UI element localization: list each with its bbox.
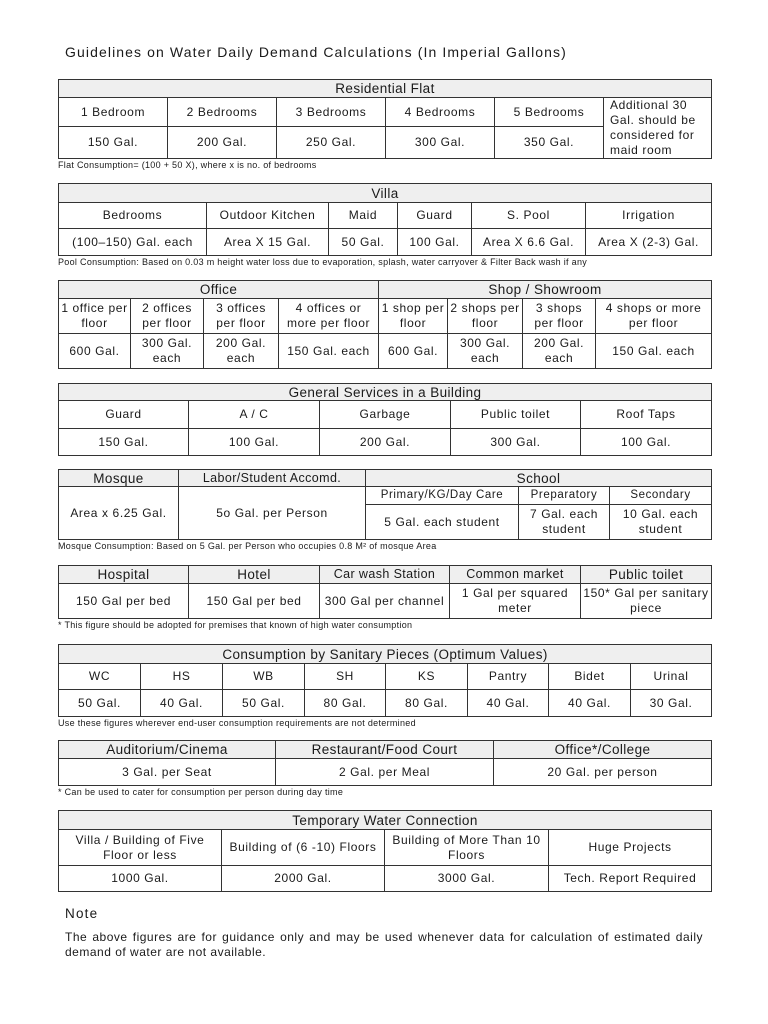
value-cell: 600 Gal. (379, 334, 448, 369)
temporary-connection-table (58, 810, 712, 892)
page-title: Guidelines on Water Daily Demand Calculations (In Imperial Gallons) (65, 44, 567, 60)
value-cell: 350 Gal. (495, 127, 604, 159)
mosque-value: Area x 6.25 Gal. (59, 487, 179, 540)
villa-header: Villa (59, 184, 712, 203)
label-cell: Bedrooms (59, 203, 207, 229)
value-cell: 1 Gal per squared meter (450, 584, 581, 619)
value-cell: Area X (2-3) Gal. (586, 229, 712, 256)
value-cell: 7 Gal. each student (519, 505, 610, 540)
value-cell: 100 Gal. (398, 229, 472, 256)
villa-note: Pool Consumption: Based on 0.03 m height water loss due to evaporation, splash, water carryover & Filter Back wash if any (58, 257, 588, 267)
label-cell: 5 Bedrooms (495, 98, 604, 127)
hospital-section (58, 565, 711, 631)
value-cell: Area X 15 Gal. (207, 229, 329, 256)
value-cell: 150 Gal per bed (59, 584, 189, 619)
restaurant-header: Restaurant/Food Court (276, 741, 494, 759)
mosque-header: Mosque (59, 470, 179, 487)
value-cell: 200 Gal. (168, 127, 277, 159)
value-cell: 150 Gal. (59, 429, 189, 456)
label-cell: 2 shops per floor (448, 299, 523, 334)
label-cell: 3 offices per floor (204, 299, 279, 334)
school-header: School (366, 470, 712, 487)
value-cell: 40 Gal. (468, 690, 549, 717)
mosque-school-section (58, 469, 711, 552)
hospital-note: * This figure should be adopted for premises that known of high water consumption (58, 620, 413, 630)
value-cell: 150 Gal. (59, 127, 168, 159)
common-market-header: Common market (450, 566, 581, 584)
sanitary-section (58, 644, 711, 729)
value-cell: 50 Gal. (59, 690, 141, 717)
auditorium-note: * Can be used to cater for consumption per person during day time (58, 787, 344, 797)
label-cell: 4 shops or more per floor (596, 299, 712, 334)
value-cell: 3000 Gal. (385, 866, 549, 892)
mosque-note: Mosque Consumption: Based on 5 Gal. per Person who occupies 0.8 M² of mosque Area (58, 541, 437, 551)
office-header: Office (59, 281, 379, 299)
label-cell: Guard (59, 401, 189, 429)
auditorium-table (58, 740, 712, 786)
auditorium-section (58, 740, 711, 798)
note-heading: Note (65, 906, 99, 921)
label-cell: Building of (6 -10) Floors (222, 830, 385, 866)
value-cell: 100 Gal. (581, 429, 712, 456)
general-services-table (58, 383, 712, 456)
labor-header: Labor/Student Accomd. (179, 470, 366, 487)
value-cell: 5 Gal. each student (366, 505, 519, 540)
value-cell: 250 Gal. (277, 127, 386, 159)
villa-table (58, 183, 712, 256)
value-cell: 200 Gal. each (204, 334, 279, 369)
value-cell: 3 Gal. per Seat (59, 759, 276, 786)
value-cell: 150 Gal. each (596, 334, 712, 369)
label-cell: Building of More Than 10 Floors (385, 830, 549, 866)
value-cell: 50 Gal. (223, 690, 305, 717)
value-cell: Tech. Report Required (549, 866, 712, 892)
label-cell: 1 shop per floor (379, 299, 448, 334)
temporary-connection-section (58, 810, 711, 892)
label-cell: 4 Bedrooms (386, 98, 495, 127)
label-cell: Outdoor Kitchen (207, 203, 329, 229)
labor-value: 5o Gal. per Person (179, 487, 366, 540)
label-cell: Garbage (320, 401, 451, 429)
value-cell: 10 Gal. each student (610, 505, 712, 540)
label-cell: Primary/KG/Day Care (366, 487, 519, 505)
value-cell: 300 Gal per channel (320, 584, 450, 619)
value-cell: 600 Gal. (59, 334, 131, 369)
label-cell: WC (59, 664, 141, 690)
label-cell: 2 offices per floor (131, 299, 204, 334)
label-cell: S. Pool (472, 203, 586, 229)
label-cell: 1 Bedroom (59, 98, 168, 127)
value-cell: 2 Gal. per Meal (276, 759, 494, 786)
villa-section (58, 183, 711, 268)
label-cell: Bidet (549, 664, 631, 690)
value-cell: 40 Gal. (549, 690, 631, 717)
label-cell: Huge Projects (549, 830, 712, 866)
label-cell: Irrigation (586, 203, 712, 229)
value-cell: 150 Gal per bed (189, 584, 320, 619)
label-cell: Urinal (631, 664, 712, 690)
label-cell: Villa / Building of Five Floor or less (59, 830, 222, 866)
hospital-header: Hospital (59, 566, 189, 584)
hospital-table (58, 565, 712, 619)
label-cell: 4 offices or more per floor (279, 299, 379, 334)
value-cell: 300 Gal. (386, 127, 495, 159)
residential-flat-table (58, 79, 712, 159)
sanitary-header: Consumption by Sanitary Pieces (Optimum Values) (59, 645, 712, 664)
residential-note: Flat Consumption= (100 + 50 X), where x is no. of bedrooms (58, 160, 317, 170)
sanitary-table (58, 644, 712, 717)
auditorium-header: Auditorium/Cinema (59, 741, 276, 759)
office-college-header: Office*/College (494, 741, 712, 759)
note-text: The above figures are for guidance only and may be used whenever data for calculation of estimated daily demand of water are not available. (65, 930, 703, 959)
temporary-connection-header: Temporary Water Connection (59, 811, 712, 830)
value-cell: 80 Gal. (305, 690, 386, 717)
value-cell: 150* Gal per sanitary piece (581, 584, 712, 619)
label-cell: Secondary (610, 487, 712, 505)
residential-flat-header: Residential Flat (59, 80, 712, 98)
value-cell: (100–150) Gal. each (59, 229, 207, 256)
label-cell: 2 Bedrooms (168, 98, 277, 127)
value-cell: 1000 Gal. (59, 866, 222, 892)
label-cell: Maid (329, 203, 398, 229)
label-cell: Roof Taps (581, 401, 712, 429)
value-cell: 150 Gal. each (279, 334, 379, 369)
label-cell: KS (386, 664, 468, 690)
general-services-header: General Services in a Building (59, 384, 712, 401)
label-cell: 3 shops per floor (523, 299, 596, 334)
value-cell: 200 Gal. each (523, 334, 596, 369)
value-cell: 300 Gal. each (131, 334, 204, 369)
label-cell: 1 office per floor (59, 299, 131, 334)
residential-flat-section (58, 79, 711, 171)
label-cell: HS (141, 664, 223, 690)
value-cell: 200 Gal. (320, 429, 451, 456)
label-cell: WB (223, 664, 305, 690)
office-shop-section (58, 280, 711, 369)
label-cell: Pantry (468, 664, 549, 690)
value-cell: 40 Gal. (141, 690, 223, 717)
public-toilet-header: Public toilet (581, 566, 712, 584)
value-cell: 2000 Gal. (222, 866, 385, 892)
hotel-header: Hotel (189, 566, 320, 584)
value-cell: 20 Gal. per person (494, 759, 712, 786)
label-cell: Public toilet (451, 401, 581, 429)
label-cell: Guard (398, 203, 472, 229)
maid-room-note-cell: Additional 30 Gal. should be considered for maid room (604, 98, 712, 159)
mosque-school-table (58, 469, 712, 540)
value-cell: 30 Gal. (631, 690, 712, 717)
sanitary-note: Use these figures wherever end-user consumption requirements are not determined (58, 718, 416, 728)
value-cell: 300 Gal. each (448, 334, 523, 369)
label-cell: A / C (189, 401, 320, 429)
value-cell: 50 Gal. (329, 229, 398, 256)
label-cell: SH (305, 664, 386, 690)
car-wash-header: Car wash Station (320, 566, 450, 584)
general-services-section (58, 383, 711, 456)
value-cell: 300 Gal. (451, 429, 581, 456)
label-cell: 3 Bedrooms (277, 98, 386, 127)
value-cell: 80 Gal. (386, 690, 468, 717)
label-cell: Preparatory (519, 487, 610, 505)
office-shop-table (58, 280, 712, 369)
value-cell: 100 Gal. (189, 429, 320, 456)
value-cell: Area X 6.6 Gal. (472, 229, 586, 256)
shop-header: Shop / Showroom (379, 281, 712, 299)
